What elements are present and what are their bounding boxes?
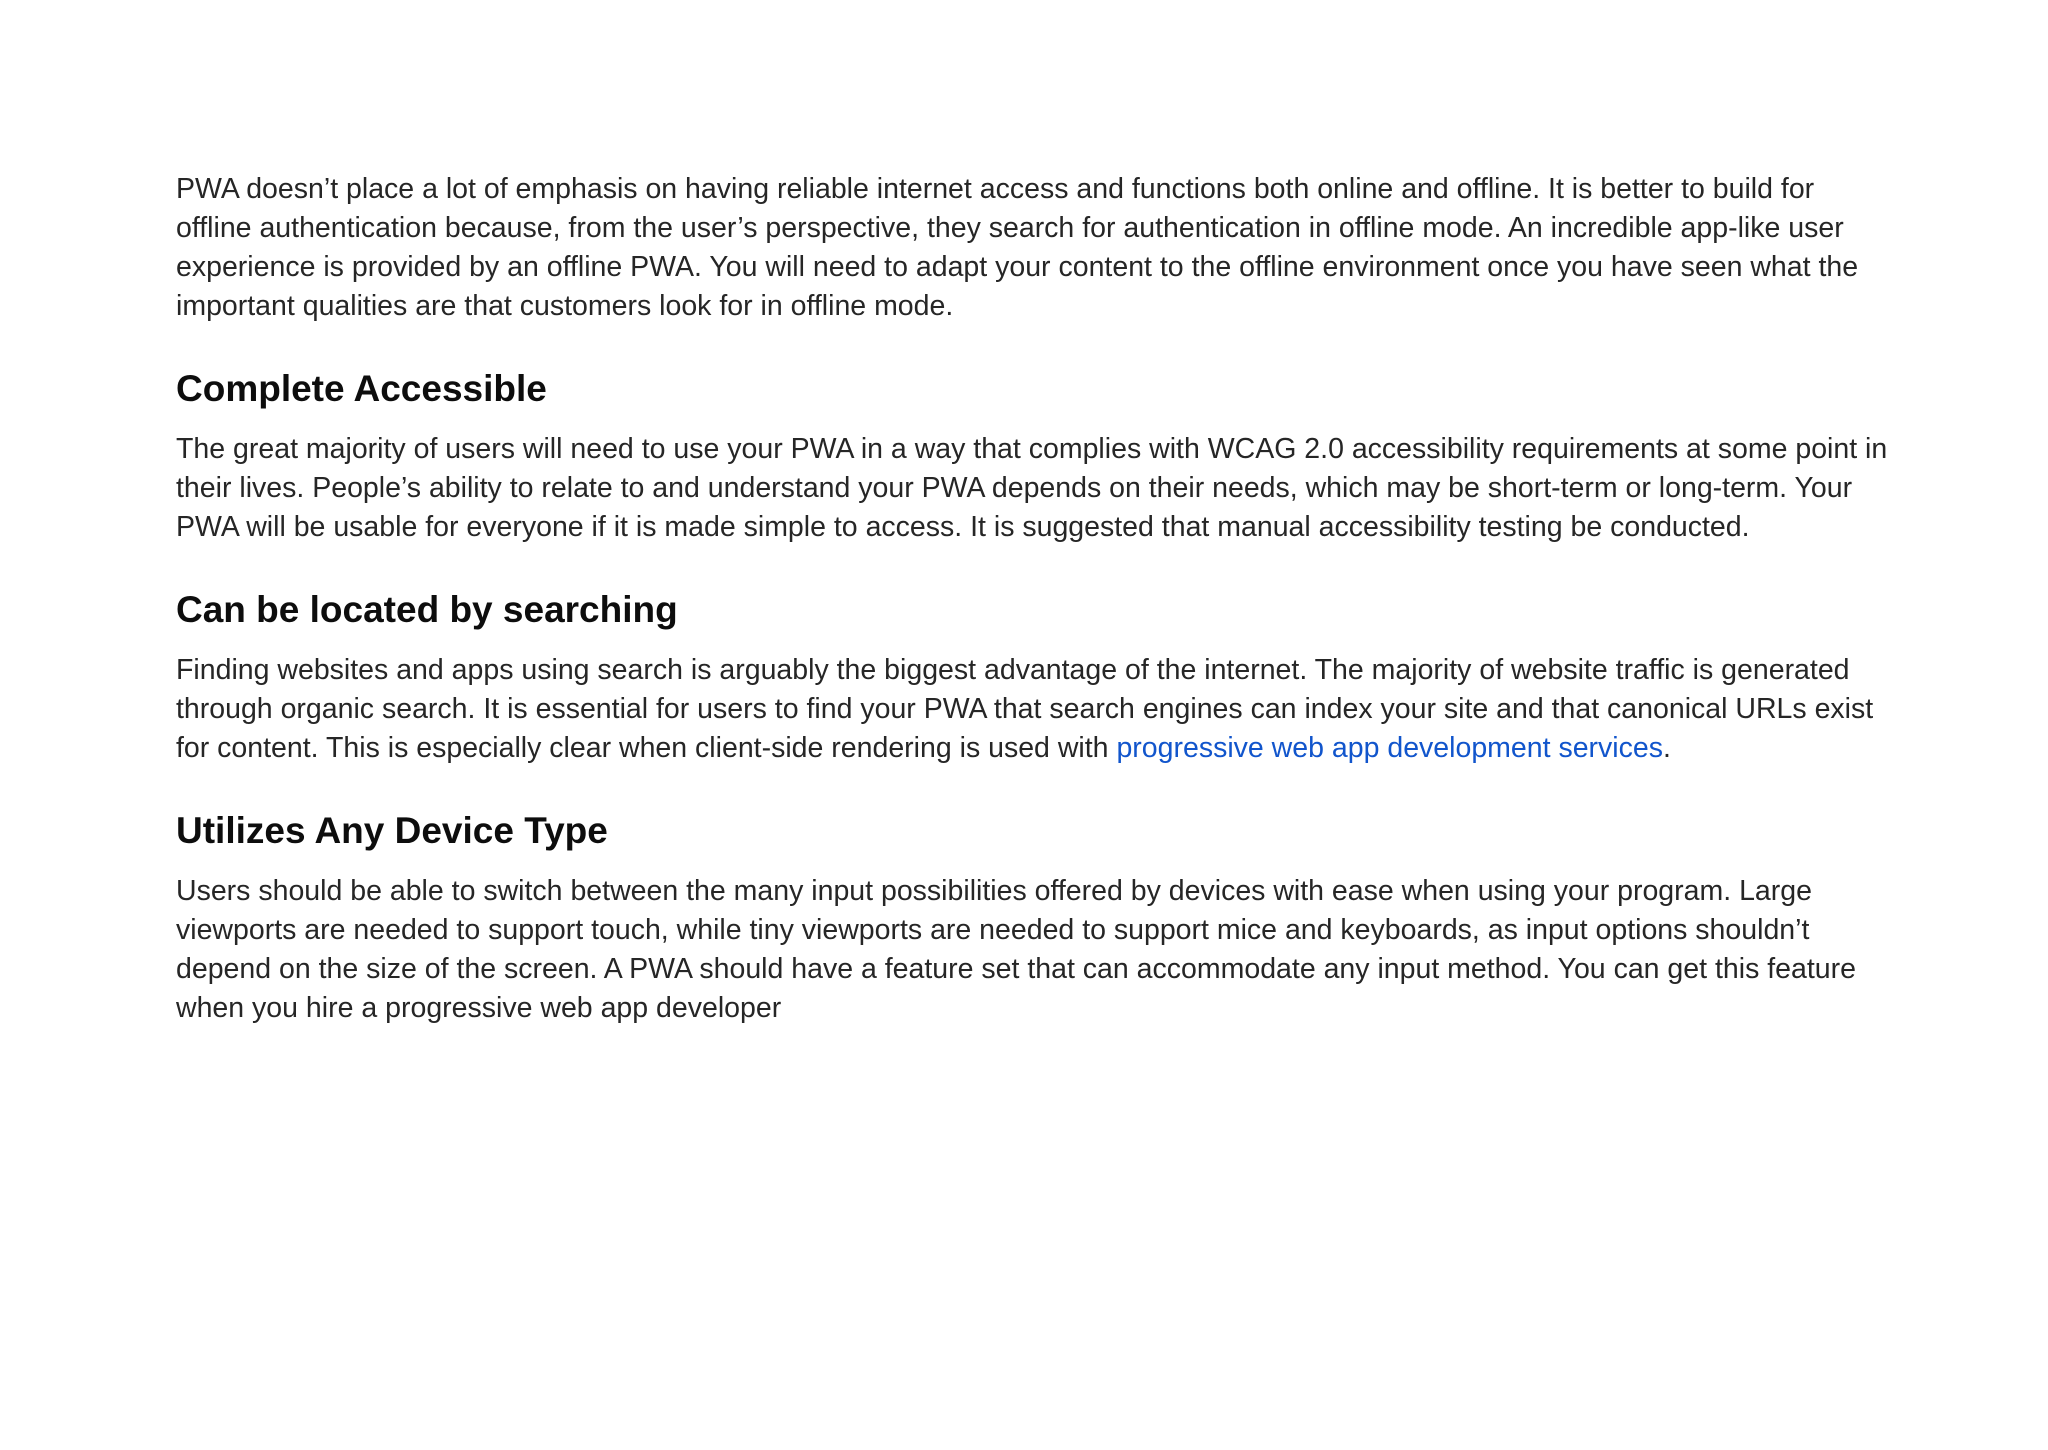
paragraph-searchable	[176, 651, 1896, 768]
pwa-development-services-link[interactable]: progressive web app development services	[1116, 732, 1663, 764]
heading-any-device: Utilizes Any Device Type	[176, 810, 608, 851]
heading-complete-accessible: Complete Accessible	[176, 368, 547, 409]
paragraph-searchable-end: .	[1662, 732, 1671, 764]
intro-paragraph: PWA doesn’t place a lot of emphasis on having reliable internet access and functions both online and offline. It is better to build for offline authentication because, from the user’s perspective, they search for authentication in offline mode. An incredible app-like user experience is provided by an offline PWA. You will need to adapt your content to the offline environment once you have seen what the important qualities are that customers look for in offline mode.	[176, 173, 1859, 322]
heading-searchable: Can be located by searching	[176, 589, 678, 630]
paragraph-any-device: Users should be able to switch between the many input possibilities offered by devices with ease when using your program. Large viewports are needed to support touch, while tiny viewports are needed to support mice and keyboards, as input options shouldn’t depend on the size of the screen. A PWA should have a feature set that can accommodate any input method. You can get this feature when you hire a progressive web app developer	[176, 875, 1856, 1024]
article-content	[176, 170, 1896, 1028]
paragraph-searchable-text: Finding websites and apps using search is arguably the biggest advantage of the internet. The majority of website traffic is generated through organic search. It is essential for users to find your PWA that search engines can index your site and that canonical URLs exist for content. This is especially clear when client-side rendering is used with	[176, 654, 1874, 764]
paragraph-complete-accessible: The great majority of users will need to use your PWA in a way that complies with WCAG 2.0 accessibility requirements at some point in their lives. People’s ability to relate to and understand your PWA depends on their needs, which may be short-term or long-term. Your PWA will be usable for everyone if it is made simple to access. It is suggested that manual accessibility testing be conducted.	[176, 433, 1888, 543]
